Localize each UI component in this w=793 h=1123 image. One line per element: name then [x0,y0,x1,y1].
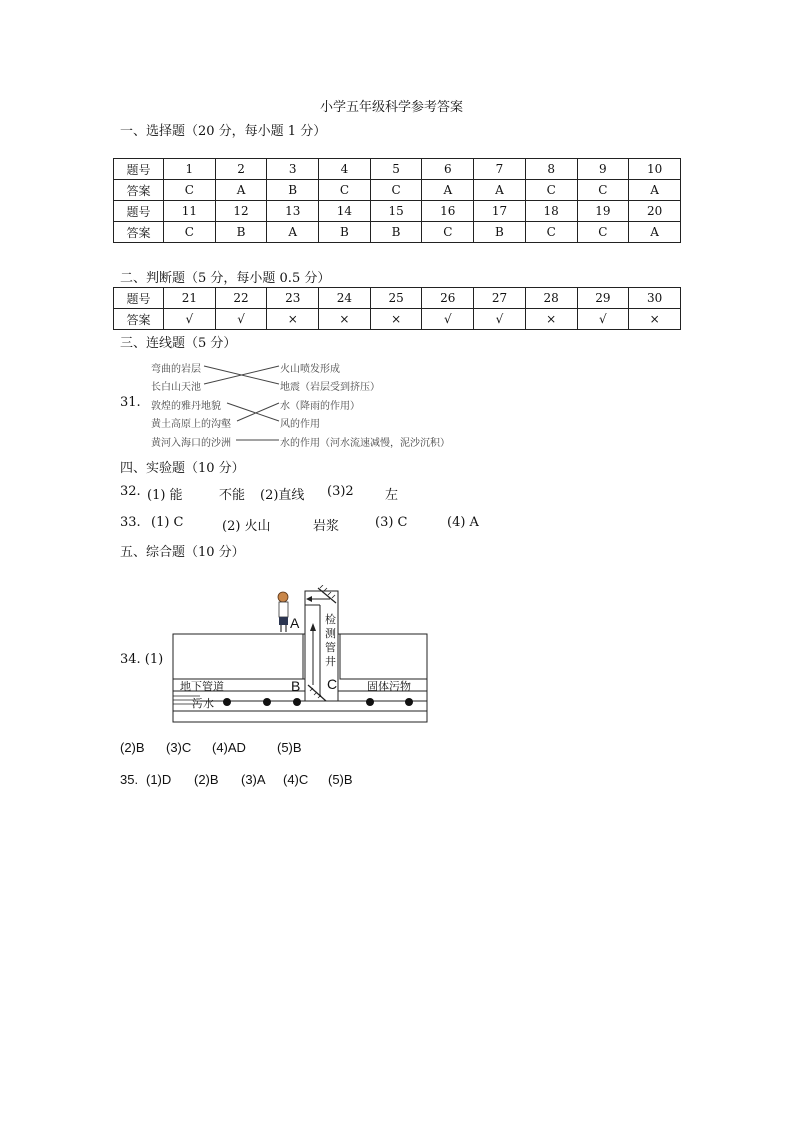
q33-part-2: (2) 火山 [222,519,271,534]
answer-label-cell: 答案 [114,180,164,201]
solid-waste-dot [405,698,413,706]
q34-part-4: (4)AD [212,740,246,755]
header-label-cell: 题号 [114,159,164,180]
answer-cell: C [319,180,371,201]
answer-cell: √ [215,309,267,330]
answer-cell: B [370,222,422,243]
answer-cell: √ [164,309,216,330]
well-label-char: 井 [325,655,336,668]
q33-part-4: (3) C [375,515,408,530]
match-left-5: 黄河入海口的沙洲 [151,438,231,449]
well-label-char: 管 [325,641,336,654]
match-left-4: 黄土高原上的沟壑 [151,419,231,430]
question-32-number: 32. [120,484,141,499]
question-number-cell: 26 [422,288,474,309]
solid-waste-label: 固体污物 [367,680,411,693]
q35-part-4: (4)C [283,772,309,787]
match-left-3: 敦煌的雅丹地貌 [151,401,221,412]
match-line-3 [227,403,279,421]
diagram-label-a: A [290,615,300,631]
q35-part-3: (3)A [241,772,266,787]
well-label-char: 检 [325,613,336,626]
question-number-cell: 13 [267,201,319,222]
question-number-cell: 12 [215,201,267,222]
question-number-cell: 30 [629,288,681,309]
match-right-1: 火山喷发形成 [280,364,340,375]
question-number-cell: 29 [577,288,629,309]
question-number-cell: 22 [215,288,267,309]
answer-cell: A [267,222,319,243]
sewage-label: 污水 [192,697,214,710]
q33-part-3: 岩浆 [313,519,340,534]
question-number-cell: 19 [577,201,629,222]
question-number-cell: 4 [319,159,371,180]
question-number-cell: 9 [577,159,629,180]
q34-part-5: (5)B [277,740,302,755]
match-right-5: 水的作用（河水流速减慢，泥沙沉积） [280,438,450,449]
question-31-number: 31. [120,395,141,410]
match-right-3: 水（降雨的作用） [280,401,360,412]
answer-cell: √ [577,309,629,330]
answer-cell: C [164,222,216,243]
answer-cell: A [474,180,526,201]
match-lines [0,0,793,460]
diagram-label-b: B [291,678,301,694]
solid-waste-dot [293,698,301,706]
question-number-cell: 2 [215,159,267,180]
answer-cell: A [629,180,681,201]
question-number-cell: 6 [422,159,474,180]
answer-cell: B [267,180,319,201]
section3-heading: 三、连线题（5 分） [120,336,237,351]
question-number-cell: 10 [629,159,681,180]
answer-cell: × [267,309,319,330]
answer-cell: C [525,180,577,201]
answer-cell: B [215,222,267,243]
answer-cell: × [370,309,422,330]
answer-cell: C [577,180,629,201]
q32-part-1: (1) 能 [147,488,183,503]
answer-cell: × [629,309,681,330]
diagram-label-c: C [327,676,338,692]
section4-heading: 四、实验题（10 分） [120,461,245,476]
answer-cell: A [215,180,267,201]
answer-cell: C [422,222,474,243]
q34-part-3: (3)C [166,740,192,755]
solid-waste-dot [223,698,231,706]
q34-part-2: (2)B [120,740,145,755]
question-number-cell: 7 [474,159,526,180]
question-number-cell: 18 [525,201,577,222]
question-number-cell: 20 [629,201,681,222]
answer-cell: × [319,309,371,330]
question-33-number: 33. [120,515,141,530]
question-number-cell: 24 [319,288,371,309]
question-number-cell: 5 [370,159,422,180]
well-label [325,613,336,669]
question-number-cell: 27 [474,288,526,309]
answer-cell: A [629,222,681,243]
question-34-number: 34. (1) [120,652,164,667]
question-number-cell: 14 [319,201,371,222]
q33-part-1: (1) C [151,515,184,530]
answer-cell: C [525,222,577,243]
answer-cell: A [422,180,474,201]
header-label-cell: 题号 [114,288,164,309]
section1-heading: 一、选择题（20 分，每小题 1 分） [120,124,327,139]
answer-label-cell: 答案 [114,222,164,243]
question-number-cell: 1 [164,159,216,180]
q32-part-3: (2)直线 [260,488,305,503]
question-number-cell: 3 [267,159,319,180]
answer-cell: C [577,222,629,243]
question-number-cell: 17 [474,201,526,222]
q35-part-2: (2)B [194,772,219,787]
q33-part-5: (4) A [447,515,479,530]
question-number-cell: 11 [164,201,216,222]
match-left-1: 弯曲的岩层 [151,364,201,375]
question-number-cell: 16 [422,201,474,222]
question-number-cell: 28 [525,288,577,309]
answer-cell: C [164,180,216,201]
right-block [340,634,427,679]
question-number-cell: 23 [267,288,319,309]
match-left-2: 长白山天池 [151,382,201,393]
section2-heading: 二、判断题（5 分，每小题 0.5 分） [120,271,331,286]
answer-cell: √ [474,309,526,330]
section5-heading: 五、综合题（10 分） [120,545,245,560]
q32-part-4: (3)2 [327,484,354,499]
answer-cell: × [525,309,577,330]
pipe-label: 地下管道 [180,680,224,693]
question-35-number: 35. [120,772,139,787]
solid-waste-dot [366,698,374,706]
answer-cell: B [474,222,526,243]
answer-cell: C [370,180,422,201]
person-figure [278,592,288,632]
well-label-char: 测 [325,627,336,640]
match-right-4: 风的作用 [280,419,320,430]
q35-part-1: (1)D [146,772,172,787]
question-number-cell: 25 [370,288,422,309]
answer-cell: √ [422,309,474,330]
q32-part-5: 左 [385,488,399,503]
question-number-cell: 15 [370,201,422,222]
question-number-cell: 8 [525,159,577,180]
solid-waste-dot [263,698,271,706]
answer-cell: B [319,222,371,243]
left-block [173,634,303,679]
q32-part-2: 不能 [219,488,246,503]
match-right-2: 地震（岩层受到挤压） [280,382,380,393]
header-label-cell: 题号 [114,201,164,222]
page-title: 小学五年级科学参考答案 [320,100,464,115]
q35-part-5: (5)B [328,772,353,787]
question-number-cell: 21 [164,288,216,309]
answer-label-cell: 答案 [114,309,164,330]
